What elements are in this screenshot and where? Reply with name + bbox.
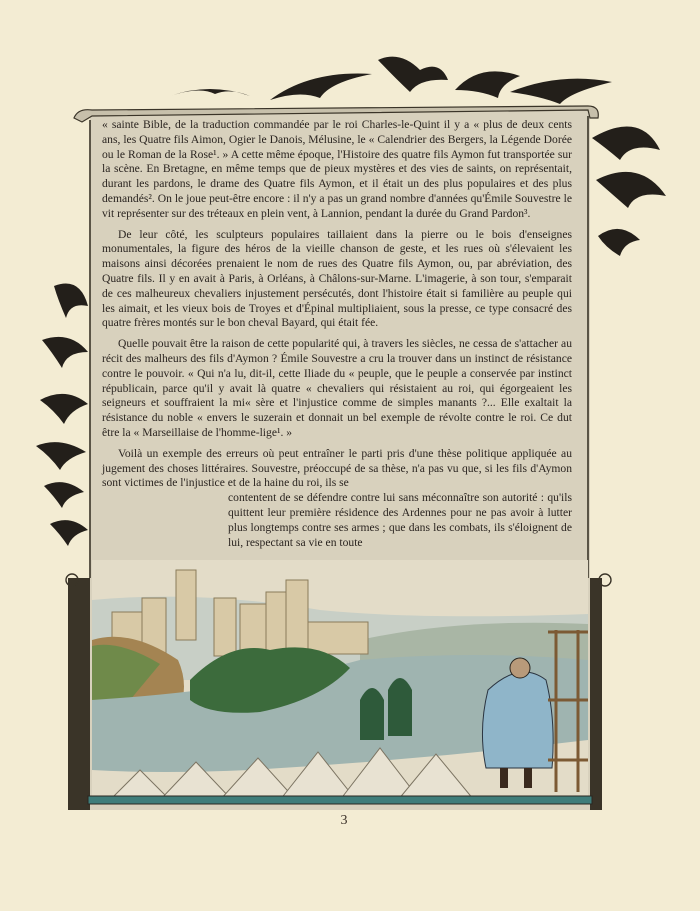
- paragraph-3: Quelle pouvait être la raison de cette popularité qui, à travers les siècles, ne cessa de s'attacher au récit des malheurs des fils d'Aymon ? Émile Souvestre a cru la trouver dans un instinct de résistance contre le pouvoir. « Qui n'a lu, dit-il, cette Iliade du « peuple, que le peuple a conservée par instinct républicain, parce qu'il y avait là quatre « chevaliers qui résistaient au roi, qui égorgeaient les seigneurs et souffraient la mi« sère et l'injustice comme de simples manants ?... Elle exaltait la résistance du noble « envers le suzerain et donnait un bel exemple de révolte contre le roi. Ce dut être la « Marseillaise de l'homme-lige¹. »: [102, 337, 572, 439]
- paragraph-2: De leur côté, les sculpteurs populaires taillaient dans la pierre ou le bois d'enseignes monumentales, la figure des héros de la vieille chanson de geste, et les rues où s'élevaient les maisons ainsi décorées prenaient le nom de rues des Quatre fils Aymon, ou, par abréviation, des Quatre fils. Il y en avait à Paris, à Orléans, à Châlons-sur-Marne. L'imagerie, à son tour, s'emparait de ces malheureux chevaliers injustement persécutés, dont l'histoire était si familière au peuple qui les aimait, et les vieux bois de Troyes et d'Épinal multipliaient, sous la presse, ce type consacré des quatre frères montés sur le bon cheval Bayard, qui était fée.: [102, 227, 572, 330]
- paragraph-4-rest: contentent de se défendre contre lui sans méconnaître son autorité : qu'ils quittent leur première résidence des Ardennes pour ne pas avoir à lutter plus longtemps contre ses armes ; que dans les combats, ils s'éloignent de lui, respectant sa vie en toute: [228, 491, 572, 549]
- page-number: 3: [340, 813, 348, 828]
- right-column: [590, 578, 602, 810]
- paragraph-4-top: Voilà un exemple des erreurs où peut entraîner le parti pris d'une thèse politique appliquée au jugement des choses littéraires. Souvestre, préoccupé de sa thèse, n'a pas vu que, si les fils d'Aymon sont victimes de l'injustice et de la haine du roi, ils se: [102, 446, 572, 490]
- teal-border: [88, 796, 592, 804]
- left-column: [68, 578, 90, 810]
- body-text: [102, 118, 572, 618]
- paragraph-1: « sainte Bible, de la traduction commandée par le roi Charles-le-Quint il y a « plus de deux cents ans, les Quatre fils Aimon, Ogier le Danois, Mélusine, le « Calendrier des Bergers, la Légende Dorée ou le Roman de la Rose¹. » A cette même époque, l'Histoire des quatre fils Aymon fut transportée sur la scène. En Bretagne, en même temps que de pieux mystères et des vies de saints, on représentait, durant les pardons, le drame des Quatre fils Aymon, et il était un des plus populaires et des plus demandés². On le joue peut-être encore : il n'y a pas un grand nombre d'années qu'Émile Souvestre le vit représenter sur des tréteaux en plein vent, à Lannion, pendant la durée du Grand Pardon³.: [102, 118, 572, 220]
- paragraph-4: [102, 447, 572, 551]
